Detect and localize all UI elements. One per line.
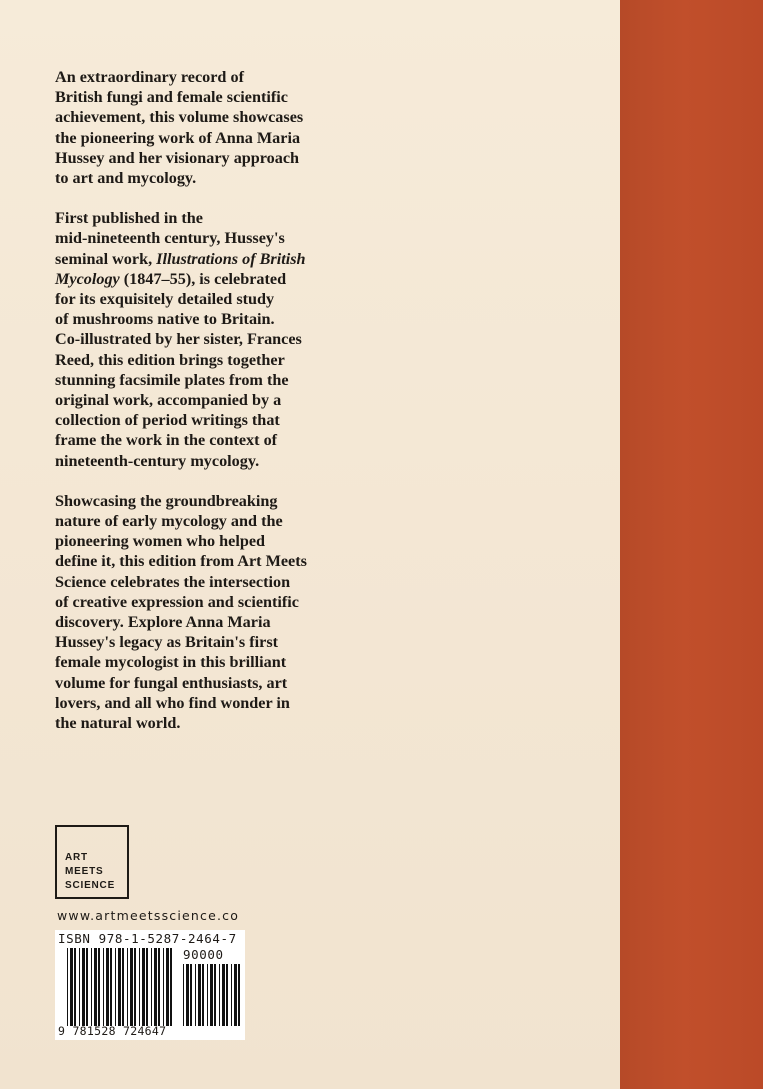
price-code: 90000 [183, 947, 224, 962]
barcode-bar [103, 948, 104, 1026]
barcode-bar [74, 948, 76, 1026]
barcode-bar [91, 948, 92, 1026]
barcode-bar [118, 948, 121, 1026]
publisher-website[interactable]: www.artmeetsscience.co [57, 908, 240, 923]
barcode-bar [151, 948, 152, 1026]
barcode-bar [170, 948, 172, 1026]
barcode-bar [127, 948, 128, 1026]
barcode-bar [79, 948, 80, 1026]
barcode-bar [158, 948, 160, 1026]
barcode-bar [67, 948, 68, 1026]
barcode-bar [219, 964, 220, 1026]
ean-digits: 9 781528 724647 [58, 1024, 167, 1038]
barcode-bar [98, 948, 100, 1026]
barcode-bar [139, 948, 140, 1026]
barcode-bar [82, 948, 85, 1026]
isbn-text: ISBN 978-1-5287-2464-7 [58, 931, 237, 946]
barcode-bar [134, 948, 136, 1026]
blurb-paragraph-2-end: (1847–55), is celebrated for its exquisitely detailed study of mushrooms native to Britain. Co-illustrated by her sister, Frances Reed, this edition brings together stunning facsimile plates from the original work, accompanied by a collection of period writings that frame the work in the context of nineteenth-century mycology. [55, 269, 302, 470]
barcode-bar [214, 964, 216, 1026]
publisher-logo [55, 825, 129, 899]
barcode-bar [166, 948, 169, 1026]
barcode-bar [163, 948, 164, 1026]
barcode-bar [198, 964, 201, 1026]
barcode-bar [142, 948, 145, 1026]
barcode-bar [234, 964, 237, 1026]
barcode-bar [110, 948, 112, 1026]
barcode-bar [190, 964, 192, 1026]
barcode-bar [183, 964, 184, 1026]
blurb-paragraph-2 [55, 208, 345, 471]
barcode-bar [238, 964, 240, 1026]
barcode-bar [202, 964, 204, 1026]
barcode-bar [70, 948, 73, 1026]
barcode-bar [210, 964, 213, 1026]
barcode-bar [222, 964, 225, 1026]
blurb-paragraph-1: An extraordinary record of British fungi and female scientific achievement, this volume showcases the pioneering work of Anna Maria Hussey and her visionary approach to art and mycology. [55, 68, 304, 188]
barcode-bar [154, 948, 157, 1026]
blurb-paragraph-2-start: First published in the mid-nineteenth century, Hussey's seminal work, [55, 209, 285, 268]
barcode-bar [195, 964, 196, 1026]
barcode-bar [94, 948, 97, 1026]
barcode-bar [86, 948, 88, 1026]
barcode-bar [226, 964, 228, 1026]
isbn-barcode [55, 930, 245, 1040]
barcode-bar [186, 964, 189, 1026]
blurb-text [55, 67, 345, 753]
barcode-bar [130, 948, 133, 1026]
spine-edge [620, 0, 763, 1089]
publisher-logo-text: ART MEETS SCIENCE [65, 852, 116, 891]
barcode-bar [115, 948, 116, 1026]
blurb-paragraph-3: Showcasing the groundbreaking nature of early mycology and the pioneering women who helped define it, this edition from Art Meets Science celebrates the intersection of creative expression and scientific discovery. Explore Anna Maria Hussey's legacy as Britain's first female mycologist in this brilliant volume for fungal enthusiasts, art lovers, and all who find wonder in the natural world. [55, 491, 307, 733]
barcode-bar [231, 964, 232, 1026]
barcode-bar [106, 948, 109, 1026]
book-title: Illustrations of British Mycology [55, 249, 306, 288]
barcode-bar [122, 948, 124, 1026]
barcode-bar [207, 964, 208, 1026]
barcode-bar [146, 948, 148, 1026]
